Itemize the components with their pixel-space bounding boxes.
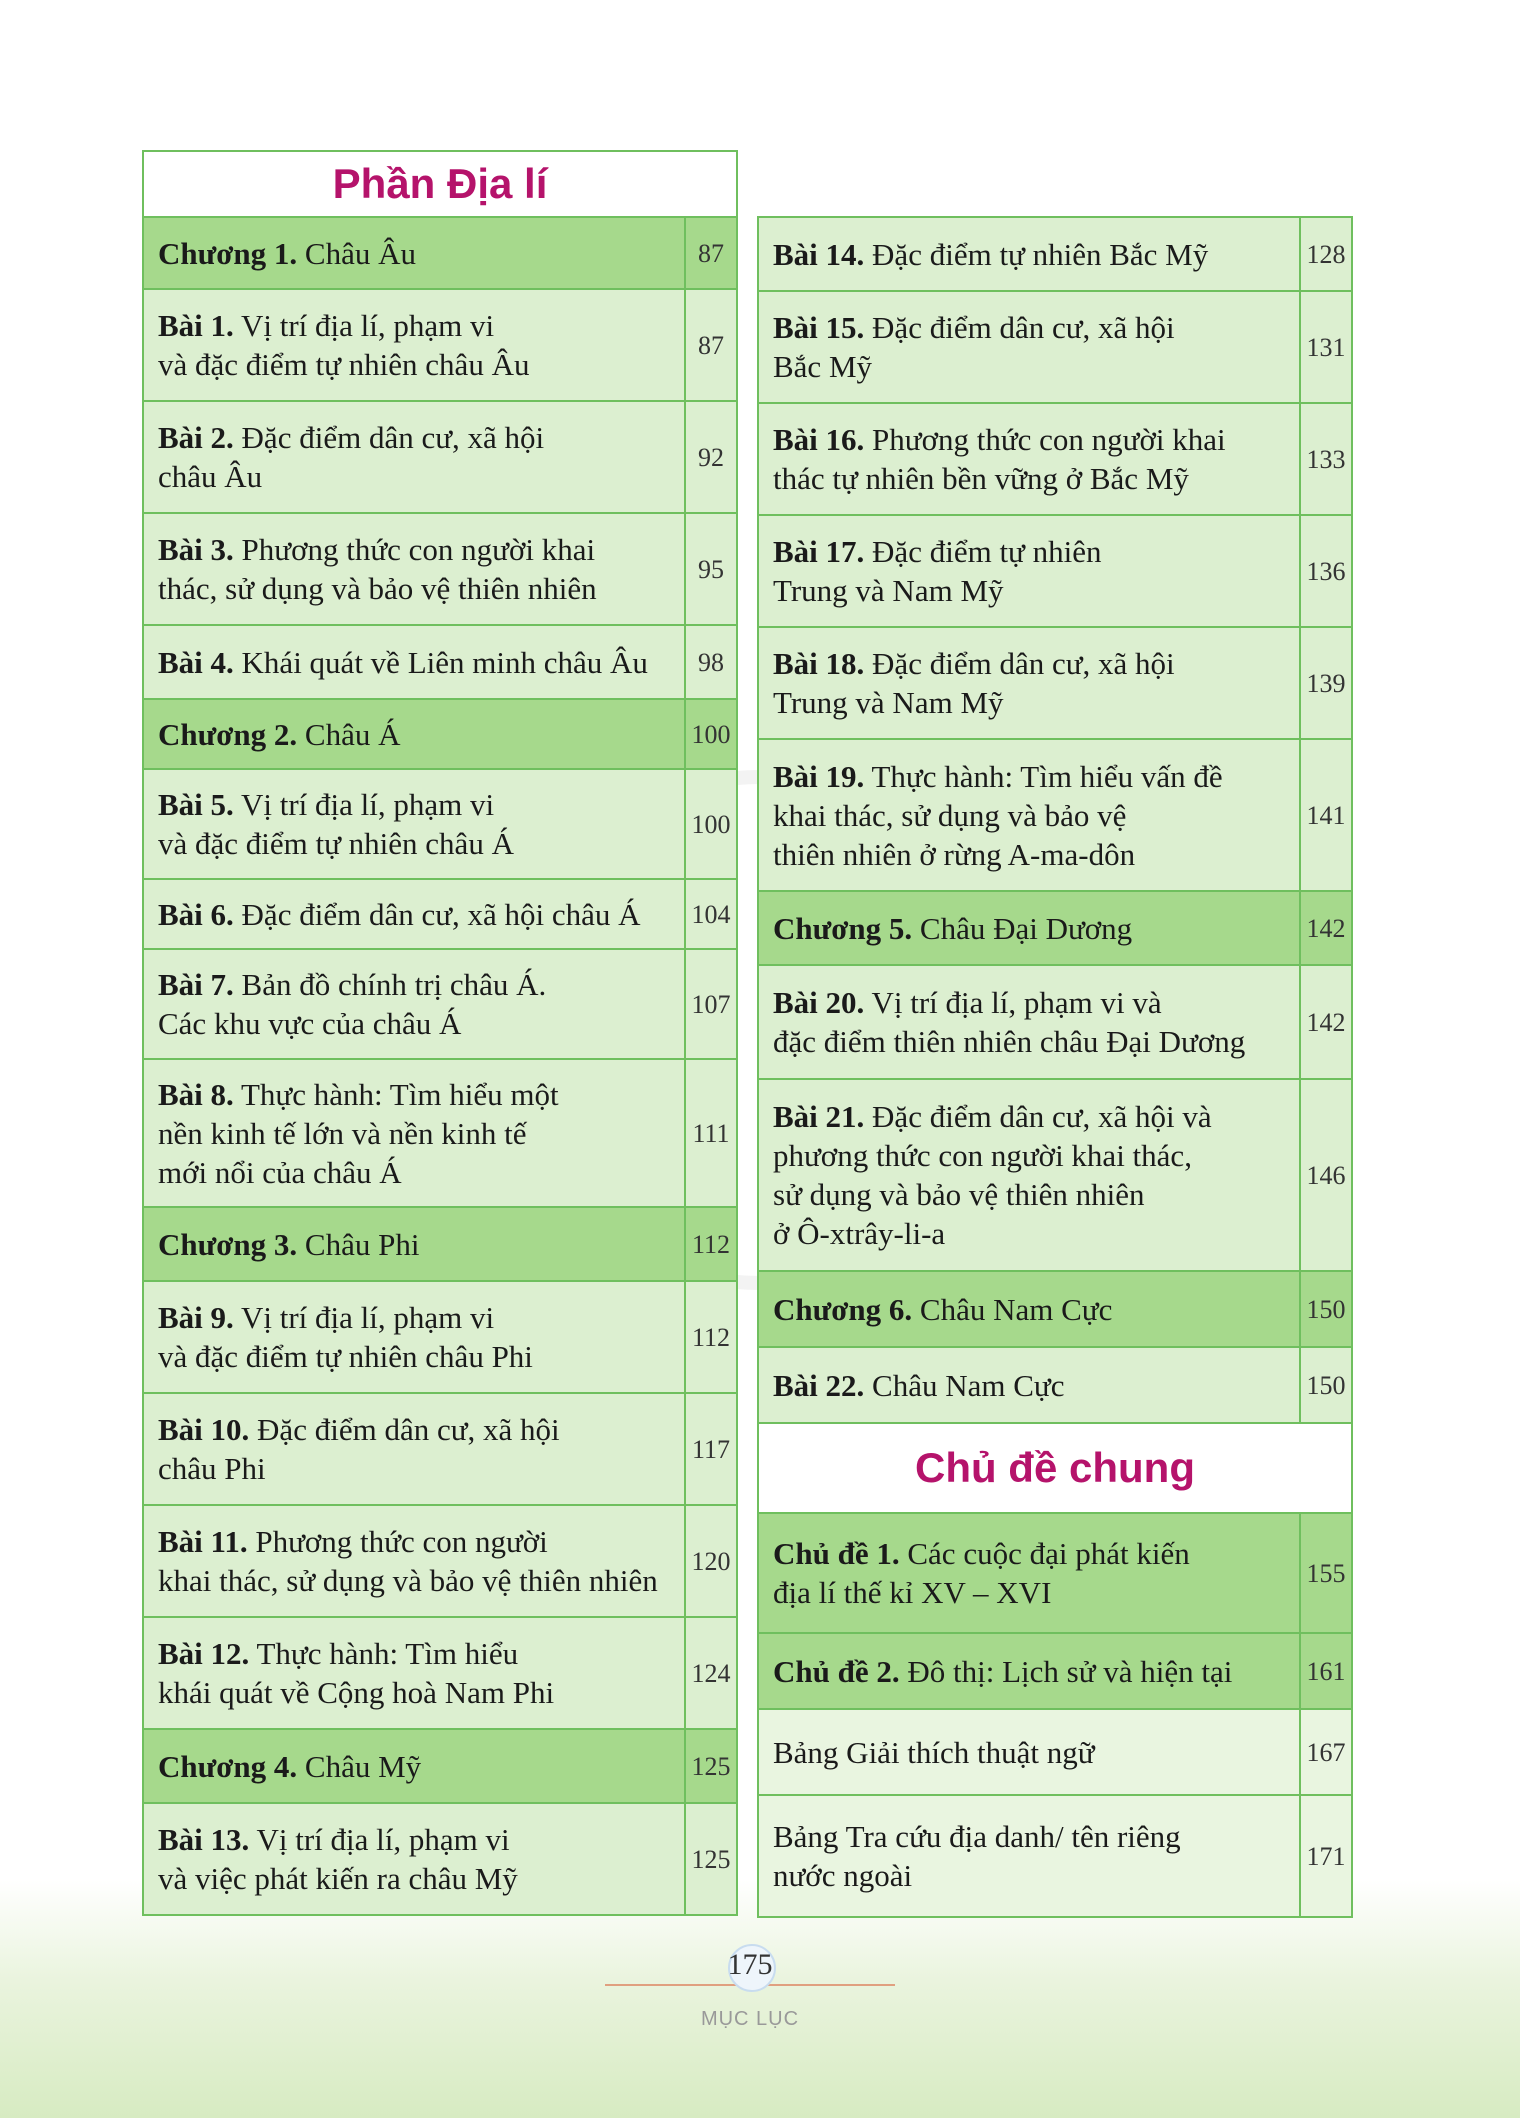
toc-lesson-row xyxy=(143,1803,737,1915)
toc-entry-title: Bài 9. Vị trí địa lí, phạm vi và đặc điểm tự nhiên châu Phi xyxy=(143,1281,685,1393)
toc-entry-title: Bài 11. Phương thức con người khai thác, sử dụng và bảo vệ thiên nhiên xyxy=(143,1505,685,1617)
toc-page-number: 92 xyxy=(685,401,737,513)
toc-entry-number: Bài 19. xyxy=(773,758,865,794)
toc-chapter-row xyxy=(143,217,737,289)
toc-page-number: 161 xyxy=(1300,1633,1352,1709)
toc-entry-title: Bài 6. Đặc điểm dân cư, xã hội châu Á xyxy=(143,879,685,949)
toc-entry-number: Bài 4. xyxy=(158,644,234,680)
toc-entry-number: Chủ đề 1. xyxy=(773,1536,900,1571)
toc-entry-number: Bài 8. xyxy=(158,1076,234,1112)
toc-entry-title: Bài 18. Đặc điểm dân cư, xã hội Trung và Nam Mỹ xyxy=(758,627,1300,739)
toc-page-number: 87 xyxy=(685,289,737,401)
toc-lesson-row xyxy=(143,1393,737,1505)
toc-entry-number: Chương 5. xyxy=(773,910,913,946)
toc-entry-number: Chương 3. xyxy=(158,1226,298,1262)
toc-page-number: 87 xyxy=(685,217,737,289)
toc-entry-number: Chương 4. xyxy=(158,1748,298,1784)
toc-entry-title: Bảng Giải thích thuật ngữ xyxy=(758,1709,1300,1795)
toc-chapter-row xyxy=(143,1729,737,1803)
toc-entry-number: Chương 2. xyxy=(158,716,298,752)
toc-entry-title: Chủ đề 2. Đô thị: Lịch sử và hiện tại xyxy=(758,1633,1300,1709)
toc-entry-title: Bài 22. Châu Nam Cực xyxy=(758,1347,1300,1423)
toc-page-number: 167 xyxy=(1300,1709,1352,1795)
toc-lesson-row xyxy=(758,1795,1352,1917)
toc-entry-title: Chương 6. Châu Nam Cực xyxy=(758,1271,1300,1347)
toc-page-number: 139 xyxy=(1300,627,1352,739)
toc-table-left xyxy=(142,216,738,1916)
toc-entry-title: Bài 5. Vị trí địa lí, phạm vi và đặc điểm tự nhiên châu Á xyxy=(143,769,685,879)
right-column xyxy=(757,216,1353,1918)
toc-page-number: 125 xyxy=(685,1803,737,1915)
toc-entry-title: Bài 3. Phương thức con người khai thác, sử dụng và bảo vệ thiên nhiên xyxy=(143,513,685,625)
toc-entry-title: Bài 20. Vị trí địa lí, phạm vi và đặc điểm thiên nhiên châu Đại Dương xyxy=(758,965,1300,1079)
toc-page-number: 111 xyxy=(685,1059,737,1207)
toc-entry-title: Chương 4. Châu Mỹ xyxy=(143,1729,685,1803)
toc-lesson-row xyxy=(758,739,1352,891)
toc-page-number: 131 xyxy=(1300,291,1352,403)
toc-page-number: 128 xyxy=(1300,217,1352,291)
section-title-geography: Phần Địa lí xyxy=(142,150,738,216)
toc-entry-number: Chương 6. xyxy=(773,1291,913,1327)
toc-chapter-row xyxy=(758,891,1352,965)
toc-lesson-row xyxy=(143,1505,737,1617)
toc-entry-number: Bài 14. xyxy=(773,236,865,272)
toc-lesson-row xyxy=(143,1281,737,1393)
toc-entry-title: Chương 3. Châu Phi xyxy=(143,1207,685,1281)
toc-entry-title: Bài 8. Thực hành: Tìm hiểu một nền kinh tế lớn và nền kinh tế mới nổi của châu Á xyxy=(143,1059,685,1207)
toc-entry-title: Bài 10. Đặc điểm dân cư, xã hội châu Phi xyxy=(143,1393,685,1505)
left-column xyxy=(142,150,738,1916)
toc-chapter-row xyxy=(143,699,737,769)
toc-lesson-row xyxy=(758,627,1352,739)
toc-page-number: 146 xyxy=(1300,1079,1352,1271)
toc-entry-title: Bảng Tra cứu địa danh/ tên riêng nước ngoài xyxy=(758,1795,1300,1917)
toc-entry-number: Bài 6. xyxy=(158,896,234,932)
toc-page-number: 124 xyxy=(685,1617,737,1729)
toc-entry-number: Bài 3. xyxy=(158,532,234,567)
toc-page-number: 150 xyxy=(1300,1347,1352,1423)
toc-entry-number: Bài 2. xyxy=(158,420,234,455)
toc-table-right-top xyxy=(757,216,1353,1424)
toc-entry-number: Bài 7. xyxy=(158,967,234,1002)
toc-page-number: 141 xyxy=(1300,739,1352,891)
footer-label: MỤC LỤC xyxy=(700,2008,800,2030)
toc-entry-number: Bài 16. xyxy=(773,422,865,457)
toc-entry-title: Chương 5. Châu Đại Dương xyxy=(758,891,1300,965)
toc-page-number: 117 xyxy=(685,1393,737,1505)
toc-lesson-row xyxy=(143,289,737,401)
toc-page-number: 136 xyxy=(1300,515,1352,627)
toc-entry-title: Bài 14. Đặc điểm tự nhiên Bắc Mỹ xyxy=(758,217,1300,291)
toc-entry-number: Bài 11. xyxy=(158,1524,248,1559)
toc-entry-title: Bài 12. Thực hành: Tìm hiểu khái quát về Cộng hoà Nam Phi xyxy=(143,1617,685,1729)
toc-lesson-row xyxy=(758,965,1352,1079)
toc-page-number: 171 xyxy=(1300,1795,1352,1917)
toc-entry-title: Bài 7. Bản đồ chính trị châu Á. Các khu vực của châu Á xyxy=(143,949,685,1059)
section-title-common-topics: Chủ đề chung xyxy=(757,1424,1353,1512)
toc-entry-title: Bài 1. Vị trí địa lí, phạm vi và đặc điểm tự nhiên châu Âu xyxy=(143,289,685,401)
toc-lesson-row xyxy=(758,291,1352,403)
toc-entry-number: Bài 5. xyxy=(158,787,234,822)
toc-entry-title: Bài 21. Đặc điểm dân cư, xã hội và phương thức con người khai thác, sử dụng và bảo vệ thiên nhiên ở Ô-xtrây-li-a xyxy=(758,1079,1300,1271)
toc-entry-title: Chương 2. Châu Á xyxy=(143,699,685,769)
toc-lesson-row xyxy=(143,401,737,513)
toc-entry-title: Bài 19. Thực hành: Tìm hiểu vấn đề khai thác, sử dụng và bảo vệ thiên nhiên ở rừng A-ma-dôn xyxy=(758,739,1300,891)
toc-lesson-row xyxy=(758,1709,1352,1795)
toc-page-number: 104 xyxy=(685,879,737,949)
toc-entry-number: Bài 20. xyxy=(773,985,865,1020)
toc-chapter-row xyxy=(758,1513,1352,1633)
toc-table-right-bottom xyxy=(757,1512,1353,1918)
toc-lesson-row xyxy=(758,515,1352,627)
toc-entry-number: Bài 15. xyxy=(773,310,865,345)
toc-entry-title: Bài 4. Khái quát về Liên minh châu Âu xyxy=(143,625,685,699)
toc-entry-number: Bài 9. xyxy=(158,1300,234,1335)
toc-lesson-row xyxy=(143,1617,737,1729)
toc-lesson-row xyxy=(758,217,1352,291)
toc-entry-title: Bài 15. Đặc điểm dân cư, xã hội Bắc Mỹ xyxy=(758,291,1300,403)
toc-entry-number: Bài 22. xyxy=(773,1367,865,1403)
page-number: 175 xyxy=(727,1948,773,1981)
toc-page-number: 100 xyxy=(685,699,737,769)
toc-lesson-row xyxy=(143,513,737,625)
toc-page-number: 142 xyxy=(1300,965,1352,1079)
toc-page-number: 107 xyxy=(685,949,737,1059)
toc-page-number: 155 xyxy=(1300,1513,1352,1633)
toc-lesson-row xyxy=(758,403,1352,515)
toc-entry-number: Bài 13. xyxy=(158,1822,250,1857)
toc-entry-number: Bài 10. xyxy=(158,1412,250,1447)
toc-page-number: 150 xyxy=(1300,1271,1352,1347)
toc-entry-title: Bài 2. Đặc điểm dân cư, xã hội châu Âu xyxy=(143,401,685,513)
toc-lesson-row xyxy=(758,1347,1352,1423)
toc-entry-title: Chủ đề 1. Các cuộc đại phát kiến địa lí thế kỉ XV – XVI xyxy=(758,1513,1300,1633)
toc-lesson-row xyxy=(758,1079,1352,1271)
toc-chapter-row xyxy=(758,1271,1352,1347)
toc-page-number: 98 xyxy=(685,625,737,699)
toc-chapter-row xyxy=(143,1207,737,1281)
toc-page-number: 133 xyxy=(1300,403,1352,515)
page-footer xyxy=(600,1948,900,2031)
toc-chapter-row xyxy=(758,1633,1352,1709)
toc-lesson-row xyxy=(143,879,737,949)
toc-page-number: 100 xyxy=(685,769,737,879)
toc-lesson-row xyxy=(143,625,737,699)
toc-page-number: 112 xyxy=(685,1207,737,1281)
toc-entry-number: Bài 17. xyxy=(773,534,865,569)
toc-entry-number: Bài 18. xyxy=(773,646,865,681)
toc-page-number: 142 xyxy=(1300,891,1352,965)
toc-page-number: 125 xyxy=(685,1729,737,1803)
toc-lesson-row xyxy=(143,769,737,879)
toc-lesson-row xyxy=(143,1059,737,1207)
toc-entry-title: Chương 1. Châu Âu xyxy=(143,217,685,289)
toc-entry-title: Bài 13. Vị trí địa lí, phạm vi và việc phát kiến ra châu Mỹ xyxy=(143,1803,685,1915)
toc-entry-title: Bài 16. Phương thức con người khai thác tự nhiên bền vững ở Bắc Mỹ xyxy=(758,403,1300,515)
toc-lesson-row xyxy=(143,949,737,1059)
toc-entry-number: Chương 1. xyxy=(158,235,298,271)
toc-entry-title: Bài 17. Đặc điểm tự nhiên Trung và Nam Mỹ xyxy=(758,515,1300,627)
toc-page-number: 112 xyxy=(685,1281,737,1393)
toc-entry-number: Bài 21. xyxy=(773,1099,865,1134)
toc-page-number: 95 xyxy=(685,513,737,625)
toc-entry-number: Chủ đề 2. xyxy=(773,1653,900,1689)
toc-entry-number: Bài 12. xyxy=(158,1636,250,1671)
toc-entry-number: Bài 1. xyxy=(158,308,234,343)
toc-page-number: 120 xyxy=(685,1505,737,1617)
